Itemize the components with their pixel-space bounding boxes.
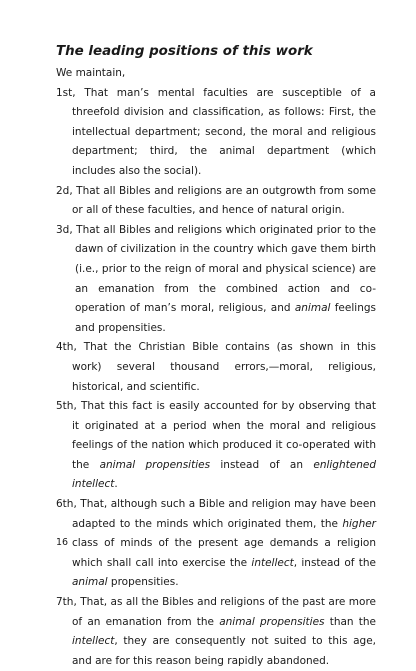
italic-segment: higher	[342, 517, 376, 530]
text-segment: That this fact is easily accounted for by observing that it originated at a period when the moral and religious feelings of the nation which produced it co-operated with the	[72, 400, 376, 471]
text-segment: That all Bibles and religions are an outgrowth from some or all of these faculties, and hence of natural origin.	[72, 184, 376, 217]
text-segment: That, as all the Bibles and religions of the past are more of an emanation from the	[72, 596, 376, 628]
page-number: 16	[56, 537, 69, 548]
paragraph-1st	[56, 84, 376, 182]
paragraph-6th	[56, 495, 376, 593]
paragraph-4th	[56, 338, 376, 397]
paragraph-5th	[56, 397, 376, 495]
text-segment: That the Christian Bible contains (as shown in this work) several thousand errors,—moral, religious, historical, and scientific.	[72, 341, 376, 393]
italic-segment: animal propensities	[99, 458, 211, 471]
italic-segment: animal	[72, 576, 108, 589]
paragraph-number: 7th,	[56, 596, 77, 609]
text-segment: That man’s mental faculties are susceptible of a threefold division and classification, as follows: First, the intellectual department; second, the moral and religious department; third, the animal department (which includes also the social).	[72, 86, 376, 177]
intro-line: We maintain,	[56, 67, 126, 79]
paragraph-number: 1st,	[56, 86, 76, 99]
italic-segment: animal	[294, 302, 331, 315]
body-text	[56, 64, 376, 671]
section-heading: The leading positions of this work	[56, 44, 313, 59]
text-segment: .	[114, 478, 118, 491]
text-segment: That, although such a Bible and religion may have been adapted to the minds which originated them, the	[72, 498, 376, 530]
text-segment: instead of an	[210, 458, 314, 471]
text-segment: than the	[324, 615, 376, 628]
paragraph-number: 6th,	[56, 498, 77, 511]
text-segment: , instead of the	[293, 556, 377, 569]
paragraph-number: 2d,	[56, 184, 73, 197]
paragraph-number: 4th,	[56, 341, 77, 354]
paragraph-number: 5th,	[56, 400, 77, 413]
text-segment: feelings and propensities.	[75, 302, 376, 334]
paragraph-7th	[56, 593, 376, 671]
italic-segment: intellect	[251, 556, 294, 569]
text-segment: That all Bibles and religions which originated prior to the dawn of civilization in the country which gave them birth (i.e., prior to the reign of moral and physical science) are an emanation from the combined action and co-operation of man’s moral, religious, and	[72, 223, 376, 315]
text-segment: , they are consequently not suited to this age, and are for this reason being rapidly abandoned.	[72, 635, 376, 667]
paragraph-3d	[56, 221, 376, 339]
italic-segment: animal propensities	[219, 615, 325, 628]
paragraph-2d	[56, 182, 376, 221]
text-segment: propensities.	[107, 576, 179, 589]
text-segment: class of minds of the present age demands a religion which shall call into exercise the	[72, 537, 376, 569]
italic-segment: intellect	[72, 635, 115, 648]
paragraph-number: 3d,	[56, 223, 73, 236]
italic-segment: enlightened intellect	[72, 458, 376, 491]
